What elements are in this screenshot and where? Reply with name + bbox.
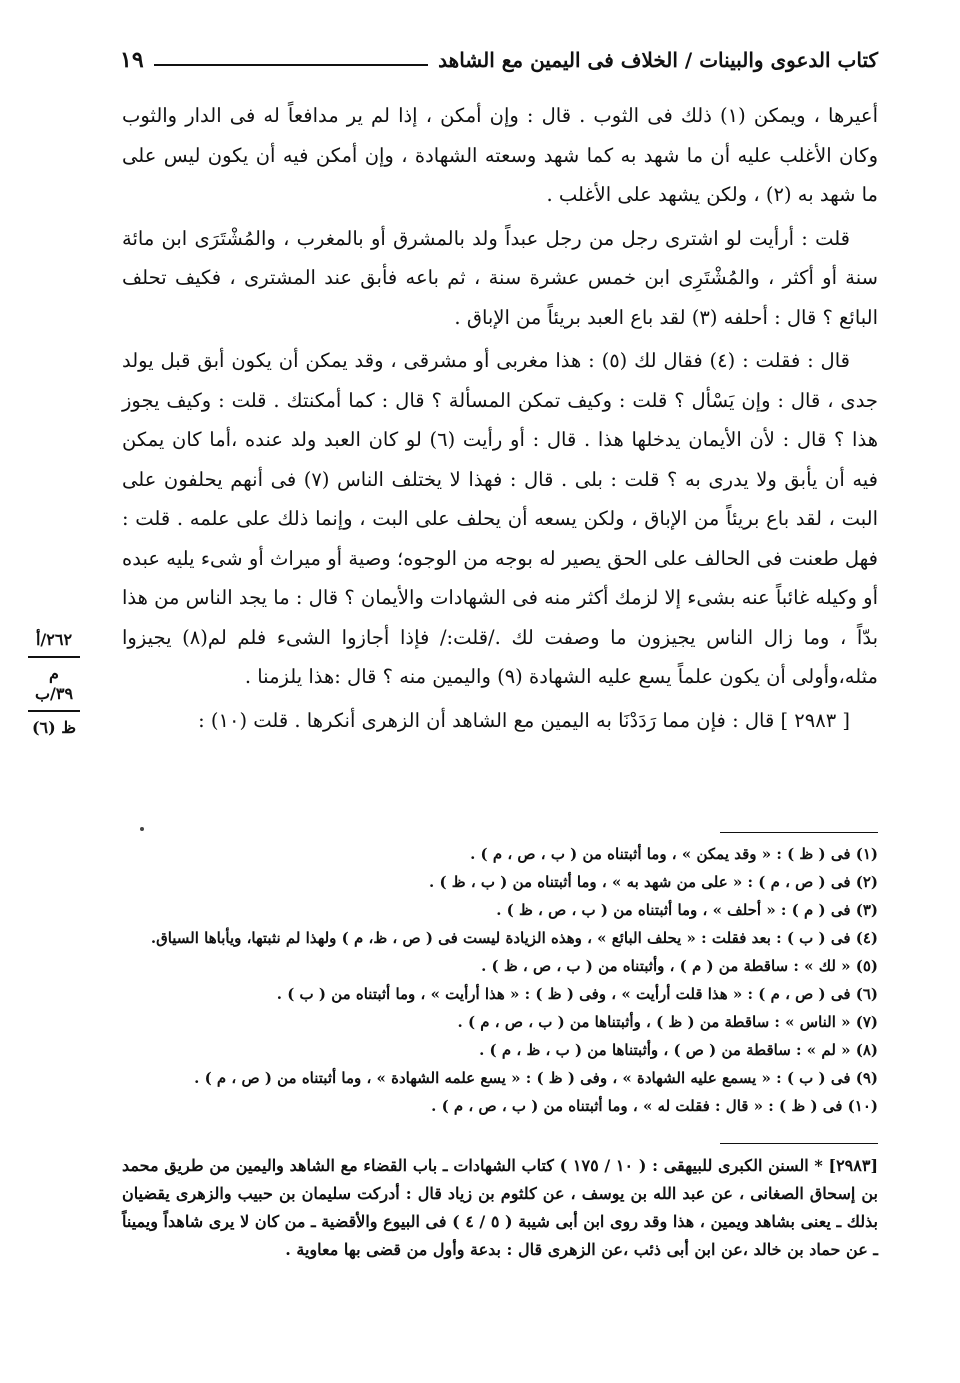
running-title: كتاب الدعوى والبينات / الخلاف فى اليمين مع الشاهد — [438, 48, 878, 72]
page-number: ١٩ — [120, 47, 144, 73]
footnotes — [130, 840, 878, 1120]
header-rule — [154, 64, 429, 66]
page-speck — [140, 827, 144, 831]
folio-rule — [28, 710, 80, 712]
footnote: (٤) فى ( ب ) : بعد فقلت : « يحلف البائع » ، وهذه الزيادة ليست فى ( ص ، ظ، م ) ولهذا لم نثبتها، ويأباها السياق. — [150, 929, 878, 947]
footnotes-divider — [720, 832, 878, 833]
footnote: (٨) « لم » : ساقطة من ( ص ) ، وأثبتناها من ( ب ، ظ ، م ) . — [479, 1041, 878, 1059]
footnote: (٥) « لك » : ساقطة من ( م ) ، وأثبتناه من ( ب ، ص ، ظ ) . — [481, 957, 878, 975]
manuscript-folio-note — [22, 630, 86, 738]
paragraph: أعيرها ، ويمكن (١) ذلك فى الثوب . قال : وإن أمكن ، إذا لم ير مدافعاً له فى الدار والثوب وكان الأغلب عليه أن ما شهد به كما شهد وسعته الشهادة ، وإن أمكن فيه أن يكون ليس على ما شهد به (٢) ، ولكن يشهد على الأغلب . — [122, 104, 878, 206]
footnote: (٦) فى ( ص ، م ) : « هذا قلت أرأيت » ، وفى ( ظ ) : « هذا أرأيت » ، وما أثبتناه من ( ب ) . — [276, 985, 878, 1003]
folio-ref: ظ (٦) — [31, 718, 77, 737]
source-divider — [720, 1143, 878, 1144]
folio-ref: م — [49, 664, 59, 683]
footnote: (٧) « الناس » : ساقطة من ( ظ ) ، وأثبتناها من ( ب ، ص ، م ) . — [457, 1013, 878, 1031]
main-text — [122, 96, 878, 744]
folio-ref: ٣٩/ب — [34, 684, 74, 703]
folio-rule — [28, 656, 80, 658]
footnote: (٣) فى ( م ) : « أحلف » ، وما أثبتناه من ( ب ، ص ، ظ ) . — [496, 901, 878, 919]
footnote: (١٠) فى ( ظ ) : « قال : فقلت له » ، وما أثبتناه من ( ب ، ص ، م ) . — [431, 1097, 878, 1115]
source-note: [٢٩٨٣] * السنن الكبرى للبيهقى : ( ١٠ / ١٧٥ ) كتاب الشهادات ـ باب القضاء مع الشاهد واليمين من طريق محمد بن إسحاق الصغانى ، عن عبد الله بن يوسف ، عن كلثوم بن زياد قال : أدركت سليمان بن حبيب والزهرى يقضيان بذلك ـ يعنى بشاهد ويمين ، هذا وقد روى ابن أبى شيبة ( ٥ / ٤ ) فى البيوع والأقضية ـ من كان لا يرى شاهداً ويميناً ـ عن حماد بن خالد ،عن ابن أبى ذئب ،عن الزهرى قال : بدعة وأول من قضى بها معاوية . — [122, 1156, 879, 1259]
footnote: (١) فى ( ظ ) : « وقد يمكن » ، وما أثبتناه من ( ب ، ص ، م ) . — [470, 845, 878, 863]
footnote: (٢) فى ( ص ، م ) : « على من شهد به » ، وما أثبتناه من ( ب ، ظ ) . — [429, 873, 878, 891]
folio-ref: ٢٦٢/أ — [35, 630, 73, 649]
running-header — [120, 40, 878, 80]
footnote: (٩) فى ( ب ) : « يسمع عليه الشهادة » ، وفى ( ظ ) : « يسع علمه الشهادة » ، وما أثبتناه من ( ص ، م ) . — [194, 1069, 878, 1087]
paragraph: قال : فقلت : (٤) فقال لك (٥) : هذا مغربى أو مشرقى ، وقد يمكن أن يكون أبق قبل يولد جدى ، قال : وإن يَسْأل ؟ قلت : وكيف تمكن المسألة ؟ قال : كما أمكنتك . قلت : وكيف يجوز هذا ؟ قال : لأن الأيمان يدخلها هذا . قال : أو رأيت (٦) لو كان العبد ولد عنده ،أما كان يمكن فيه أن يأبق ولا يدرى به ؟ قلت : بلى . قال : فهذا لا يختلف الناس (٧) فى أنهم يحلفون على البت ، لقد باع بريئاً من الإباق ، ولكن يسعه أن يحلف على البت ، وإنما ذلك على علمه . قلت : فهل طعنت فى الحالف على الحق يصير له بوجه من الوجوه؛ وصية أو ميراث أو شىء يليه عبده أو وكيله غائباً عنه بشىء إلا لزمك أكثر منه فى الشهادات والأيمان ؟ قال : ما يجد الناس من هذا بدّاً ، وما زال الناس يجيزون ما وصفت لك ./قلت:/ فإذا أجازوا الشىء فلم لم(٨) يجيزوا مثله،وأولى أن يكون علماً يسع عليه الشهادة (٩) واليمين منه ؟ قال :هذا يلزمنا . — [122, 349, 878, 688]
paragraph: [ ٢٩٨٣ ] قال : فإن مما رَدَدْنَا به اليمين مع الشاهد أن الزهرى أنكرها . قلت (١٠) : — [198, 708, 850, 732]
paragraph: قلت : أرأيت لو اشترى رجل من رجل عبداً ولد بالمشرق أو بالمغرب ، والمُشْتَرَى ابن مائة سنة أو أكثر ، والمُشْتَرِى ابن خمس عشرة سنة ، ثم باعه فأبق عند المشترى ، فكيف تحلف البائع ؟ قال : أحلفه (٣) لقد باع العبد بريئاً من الإباق . — [122, 226, 878, 329]
